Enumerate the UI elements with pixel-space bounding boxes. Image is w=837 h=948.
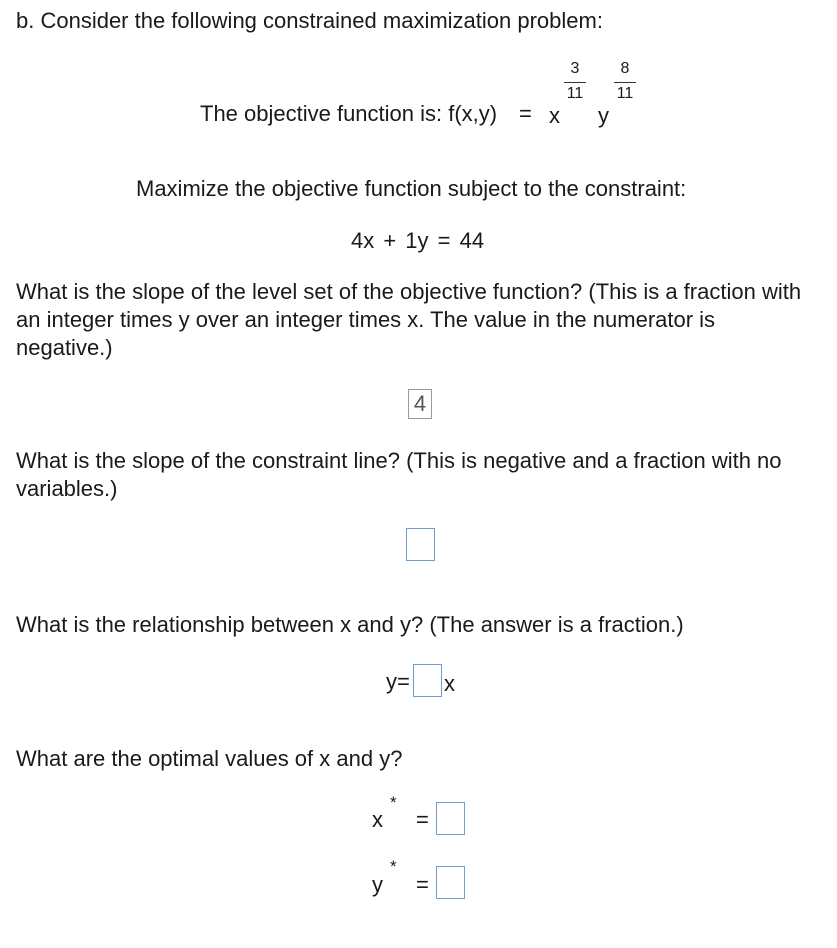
optimal-y-label: y xyxy=(372,872,383,897)
constraint-intro: Maximize the objective function subject to the constraint: xyxy=(136,176,687,201)
exponent-x-fraction xyxy=(564,60,586,103)
relationship-suffix: x xyxy=(444,671,455,696)
optimal-y-answer[interactable] xyxy=(436,866,465,899)
objective-var-x: x xyxy=(549,103,560,128)
objective-equals: = xyxy=(519,101,532,126)
objective-label: The objective function is: f(x,y) xyxy=(200,101,498,126)
relationship-prefix: y= xyxy=(386,669,410,694)
optimal-x-label: x xyxy=(372,807,383,832)
exponent-y-fraction xyxy=(614,60,636,103)
optimal-x-equals: = xyxy=(416,807,429,832)
optimal-x-answer[interactable] xyxy=(436,802,465,835)
exponent-y-bar xyxy=(614,82,636,83)
slope-level-set-answer[interactable]: 4 xyxy=(408,389,432,419)
optimal-y-equals: = xyxy=(416,872,429,897)
question-2-text: What is the slope of the constraint line? (This is negative and a fraction with no variables.) xyxy=(16,448,782,501)
objective-var-y: y xyxy=(598,103,609,128)
exponent-y-denominator: 11 xyxy=(616,85,634,102)
optimal-x-star: * xyxy=(390,793,397,812)
question-1-text: What is the slope of the level set of the objective function? (This is a fraction with an integer times y over an integer times x. The value in the numerator is negative.) xyxy=(16,279,802,360)
optimal-y-star: * xyxy=(390,857,397,876)
relationship-answer[interactable] xyxy=(413,664,442,697)
question-4-text: What are the optimal values of x and y? xyxy=(16,746,403,771)
exponent-x-numerator: 3 xyxy=(570,60,580,77)
exponent-y-numerator: 8 xyxy=(620,60,630,77)
intro-text: b. Consider the following constrained maximization problem: xyxy=(16,8,603,33)
slope-constraint-answer[interactable] xyxy=(406,528,435,561)
question-3-text: What is the relationship between x and y? (The answer is a fraction.) xyxy=(16,612,684,637)
constraint-equation: 4x + 1y = 44 xyxy=(351,228,485,253)
exponent-x-bar xyxy=(564,82,586,83)
exponent-x-denominator: 11 xyxy=(566,85,584,102)
